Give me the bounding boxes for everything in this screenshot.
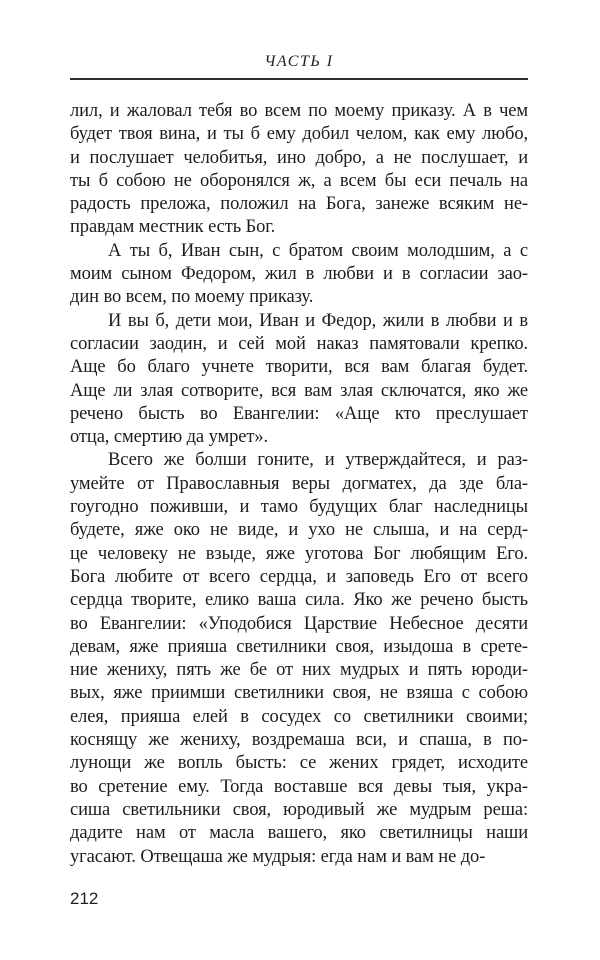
text-line: отца, смертию да умрет».: [70, 427, 269, 448]
text-line: во сретение ему. Тогда воставше вся девы тыя, укра-: [70, 776, 528, 797]
text-line: будет твоя вина, и ты б ему добил челом, как ему любо,: [70, 124, 528, 145]
text-line: согласии заодин, и сей мой наказ памятовали крепко.: [70, 333, 528, 354]
text-line: будете, яже око не виде, и ухо не слыша, и на серд-: [70, 520, 528, 541]
text-line: це человеку не взыде, яже уготова Бог любящим Его.: [70, 543, 528, 564]
text-line: во Евангелии: «Уподобися Царствие Небесное десяти: [70, 613, 528, 634]
text-line: сиша светильники своя, юродивый же мудрым реша:: [70, 799, 528, 820]
text-line: лунощи же вопль бысть: се жених грядет, исходите: [70, 753, 528, 774]
text-line: вых, яже приимши светилники своя, не взяша с собою: [70, 683, 528, 704]
paragraph: [70, 449, 528, 868]
text-line: ты б собою не оборонялся ж, а всем бы еси печаль на: [70, 170, 528, 191]
text-line: девам, яже прияша светилники своя, изыдоша в срете-: [70, 636, 528, 657]
text-line: угасают. Отвещаша же мудрыя: егда нам и вам не до-: [70, 846, 486, 867]
body-text: [70, 100, 528, 869]
text-line: ние жениху, пять же бе от них мудрых и пять юроди-: [70, 660, 528, 681]
header-rule: [70, 78, 528, 80]
text-line: речено бысть во Евангелии: «Аще кто преслушает: [70, 403, 528, 424]
text-line: дин во всем, по моему приказу.: [70, 287, 314, 308]
text-line: Аще бо благо учнете творити, вся вам благая будет.: [70, 357, 528, 378]
text-line: Всего же болши гоните, и утверждайтеся, и раз-: [108, 450, 528, 471]
text-line: и послушает челобитья, ино добро, а не послушает, и: [70, 147, 528, 168]
paragraph: [70, 100, 528, 240]
paragraph: [70, 240, 528, 310]
text-line: гоугодно поживши, и тамо будущих благ наследницы: [70, 497, 528, 518]
text-line: моим сыном Федором, жил в любви и в согласии зао-: [70, 264, 528, 285]
running-head: ЧАСТЬ I: [264, 53, 334, 70]
text-line: лил, и жаловал тебя во всем по моему приказу. А в чем: [70, 101, 528, 121]
text-line: елея, прияша елей в сосудех со светилники своими;: [70, 706, 528, 727]
text-line: Аще ли злая сотворите, вся вам злая сключатся, яко же: [70, 380, 528, 401]
paragraph: [70, 310, 528, 450]
text-line: сердца творите, елико ваша сила. Яко же речено бысть: [70, 590, 528, 611]
text-line: И вы б, дети мои, Иван и Федор, жили в любви и в: [108, 310, 528, 331]
text-line: умейте от Православныя веры догматех, да зде бла-: [70, 473, 528, 494]
text-line: правдам местник есть Бог.: [70, 217, 276, 238]
text-line: А ты б, Иван сын, с братом своим молодшим, а с: [108, 240, 528, 261]
text-line: коснящу же жениху, воздремаша вси, и спаша, в по-: [70, 730, 528, 751]
text-line: дадите нам от масла вашего, яко светилницы наши: [70, 823, 528, 844]
text-line: радость преложа, положил на Бога, занеже всяким не-: [70, 194, 528, 215]
page-number: 212: [70, 889, 99, 908]
text-line: Бога любите от всего сердца, и заповедь Его от всего: [70, 566, 528, 587]
